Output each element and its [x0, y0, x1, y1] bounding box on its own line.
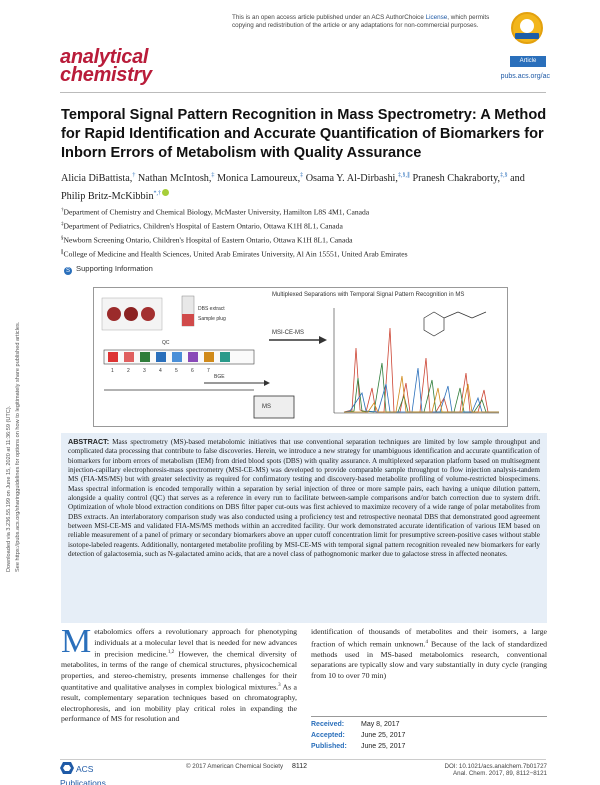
toc-qc-label: QC	[162, 340, 170, 346]
dates-divider	[311, 716, 547, 717]
orcid-icon[interactable]	[162, 189, 169, 196]
segment	[188, 352, 198, 362]
segment	[220, 352, 230, 362]
vial-contents	[182, 314, 194, 326]
footer-divider	[60, 759, 546, 760]
citation-ref[interactable]: 4	[425, 639, 428, 645]
segment	[156, 352, 166, 362]
blood-spot	[107, 307, 121, 321]
header-divider	[60, 92, 546, 93]
abstract-box	[61, 433, 547, 623]
download-note-line1: Downloaded via 3.236.55.199 on June 15, 2020 at 11:36:59 (UTC).	[6, 405, 12, 572]
date-received: Received: May 8, 2017	[311, 721, 400, 728]
authorchoice-badge-icon	[511, 12, 543, 44]
toc-seg-label: 3	[143, 368, 146, 374]
citation-ref[interactable]: 1,2	[167, 650, 175, 655]
author[interactable]: and Philip Britz-McKibbin*,†	[61, 173, 525, 202]
toc-ms-label: MS	[262, 404, 271, 410]
author[interactable]: Alicia DiBattista,†	[61, 173, 136, 185]
toc-seg-label: 4	[159, 368, 162, 374]
toc-dbs-label: DBS extract	[198, 306, 225, 312]
article-type-tag: Article	[510, 56, 546, 67]
journal-logo-line2: chemistry	[60, 64, 152, 86]
download-note-line2: See https://pubs.acs.org/sharingguidelines for options on how to legitimately share published articles.	[15, 321, 21, 572]
toc-heading: Multiplexed Separations with Temporal Signal Pattern Recognition in MS	[272, 292, 465, 298]
molecule-bond	[472, 312, 486, 318]
abstract-lead: ABSTRACT:	[68, 437, 110, 446]
body-column-right: identification of thousands of metabolites and their isomers, a large fraction of which remain unknown.$^4$ Because of the lack of standardized methods used in MS-based metabolomics research, conventional separations are typically slow and vary substantially in duty cycle (ranging from 10 to over 70 min)	[311, 627, 547, 680]
segment	[204, 352, 214, 362]
author[interactable]: Nathan McIntosh,‡	[137, 173, 215, 185]
license-link[interactable]: License	[425, 14, 448, 21]
citation-ref[interactable]: 3	[278, 683, 281, 689]
molecule-bond	[444, 312, 458, 318]
toc-seg-label: 1	[111, 368, 114, 374]
affiliation: ‡Department of Pediatrics, Children's Hospital of Eastern Ontario, Ottawa K1H 8L1, Canada	[61, 221, 343, 231]
affiliation: ∥College of Medicine and Health Sciences, United Arab Emirates University, Al Ain 15551, United Arab Emirates	[61, 249, 408, 259]
toc-graphic	[93, 287, 508, 427]
date-published: Published: June 25, 2017	[311, 743, 406, 750]
ms-instrument	[254, 396, 294, 418]
open-access-notice: This is an open access article published under an ACS AuthorChoice License, which permits copying and redistribution of the article or any adaptations for non-commercial purposes.	[232, 14, 490, 29]
msi-arrow-head	[319, 336, 327, 344]
toc-graphic-svg	[94, 288, 507, 426]
author[interactable]: Monica Lamoureux,‡	[216, 173, 304, 185]
toc-msi-label: MSI-CE-MS	[272, 330, 304, 336]
blood-spot	[141, 307, 155, 321]
toc-seg-label: 2	[127, 368, 130, 374]
copyright: © 2017 American Chemical Society	[186, 763, 284, 770]
citation: Anal. Chem. 2017, 89, 8112−8121	[453, 770, 547, 777]
segment	[124, 352, 134, 362]
supporting-info-icon: S	[65, 268, 70, 274]
acs-hexagon-icon	[60, 762, 74, 774]
page-number: 8112	[292, 763, 308, 770]
acs-publications-logo[interactable]: ACS Publications	[60, 764, 106, 785]
download-side-note	[0, 200, 40, 580]
affiliation: §Newborn Screening Ontario, Children's Hospital of Eastern Ontario, Ottawa K1H 8L1, Canada	[61, 235, 353, 245]
supporting-information-link[interactable]: S Supporting Information	[65, 264, 153, 274]
molecule-ring	[424, 312, 444, 336]
toc-pump-label: Sample plug	[198, 316, 226, 322]
body-column-left: Metabolomics offers a revolutionary approach for phenotyping individuals at a molecular level that is needed for new advances in precision medicine.$^{1,2}$ However, the chemical diversity of metabolites, in terms of the range of chemical structures, physicochemical properties, and stereo-chemistry, presents immense challenges for their quantitative and qualitative analyses in complex biological mixtures.$^3$ As a result, complementary separation techniques based on chromatography, electrophoresis, and ion mobility play critical roles in expanding the performance of MS for resolution and	[61, 623, 298, 724]
journal-logo-line1: analytical	[60, 46, 149, 68]
author[interactable]: Pranesh Chakraborty,‡,§	[412, 173, 508, 185]
affiliation: †Department of Chemistry and Chemical Biology, McMaster University, Hamilton L8S 4M1, Canada	[61, 207, 370, 217]
toc-seg-label: 7	[207, 368, 210, 374]
arrow-head	[264, 380, 270, 386]
trace-red	[344, 328, 499, 412]
toc-bge-label: BGE	[214, 374, 225, 380]
toc-seg-label: 6	[191, 368, 194, 374]
article-title: Temporal Signal Pattern Recognition in Mass Spectrometry: A Method for Rapid Identification and Accurate Quantification of Biomarkers for Inborn Errors of Metabolism with Quality Assurance	[61, 107, 547, 161]
segment	[140, 352, 150, 362]
drop-cap: M	[61, 623, 92, 660]
publication-dates	[311, 719, 547, 752]
molecule-bond	[458, 312, 472, 318]
author-list	[61, 169, 547, 204]
author[interactable]: Osama Y. Al-Dirbashi,‡,§,∥	[305, 173, 410, 185]
segment	[108, 352, 118, 362]
abstract-text: Mass spectrometry (MS)-based metabolomic initiatives that use conventional separation techniques are limited by low sample throughput and complicated data processing that contribute to false discoveries. Herein, we introduce a new strategy for unambiguous identification and accurate quantification of biomarkers for inborn errors of metabolism (IEM) from dried blood spots (DBS) with quality assurance. A multiplexed separation platform based on multisegment injection-capillary electrophoresis-mass spectrometry (MSI-CE-MS) was developed to provide comparable sample throughput to flow injection analysis-tandem MS (FIA-MS/MS) but with greater selectivity as required for confirmatory testing and discovery-based metabolite profiling of volume-restricted biospecimens. Mass spectral information is encoded temporally within a separation by serial injection of three or more sample pairs, each having a unique dilution pattern, alongside a quality control (QC) that serves as a reference in every run to facilitate between-sample comparisons and/or batch correction due to system drift. Optimization of whole blood extraction conditions on DBS filter paper cut-outs was first achieved to maximize recovery of a wide range of polar metabolites from DBS extracts. An interlaboratory comparison study was also conducted using a proficiency test and retrospective neonatal DBS that demonstrated good agreement between MSI-CE-MS and validated FIA-MS/MS methods within an accredited facility. Our work demonstrated accurate identification of various IEM based on reliable measurement of a panel of primary or secondary biomarkers above an upper cutoff concentration limit for presumptive screen-positive cases without stable isotope-labeled reagents. Additionally, nontargeted metabolite profiling by MSI-CE-MS with temporal signal pattern recognition revealed new biomarkers for early detection of galactosemia, such as N-galactated amino acids, that are a novel class of pathognomonic marker due to galactose stress in affected neonates.	[68, 438, 540, 559]
date-accepted: Accepted: June 25, 2017	[311, 732, 406, 739]
segment	[172, 352, 182, 362]
doi-link[interactable]: DOI: 10.1021/acs.analchem.7b01727 Anal. Chem. 2017, 89, 8112−8121	[420, 763, 547, 777]
journal-logo	[60, 48, 152, 84]
toc-seg-label: 5	[175, 368, 178, 374]
journal-url-link[interactable]: pubs.acs.org/ac	[500, 73, 550, 80]
blood-spot	[124, 307, 138, 321]
